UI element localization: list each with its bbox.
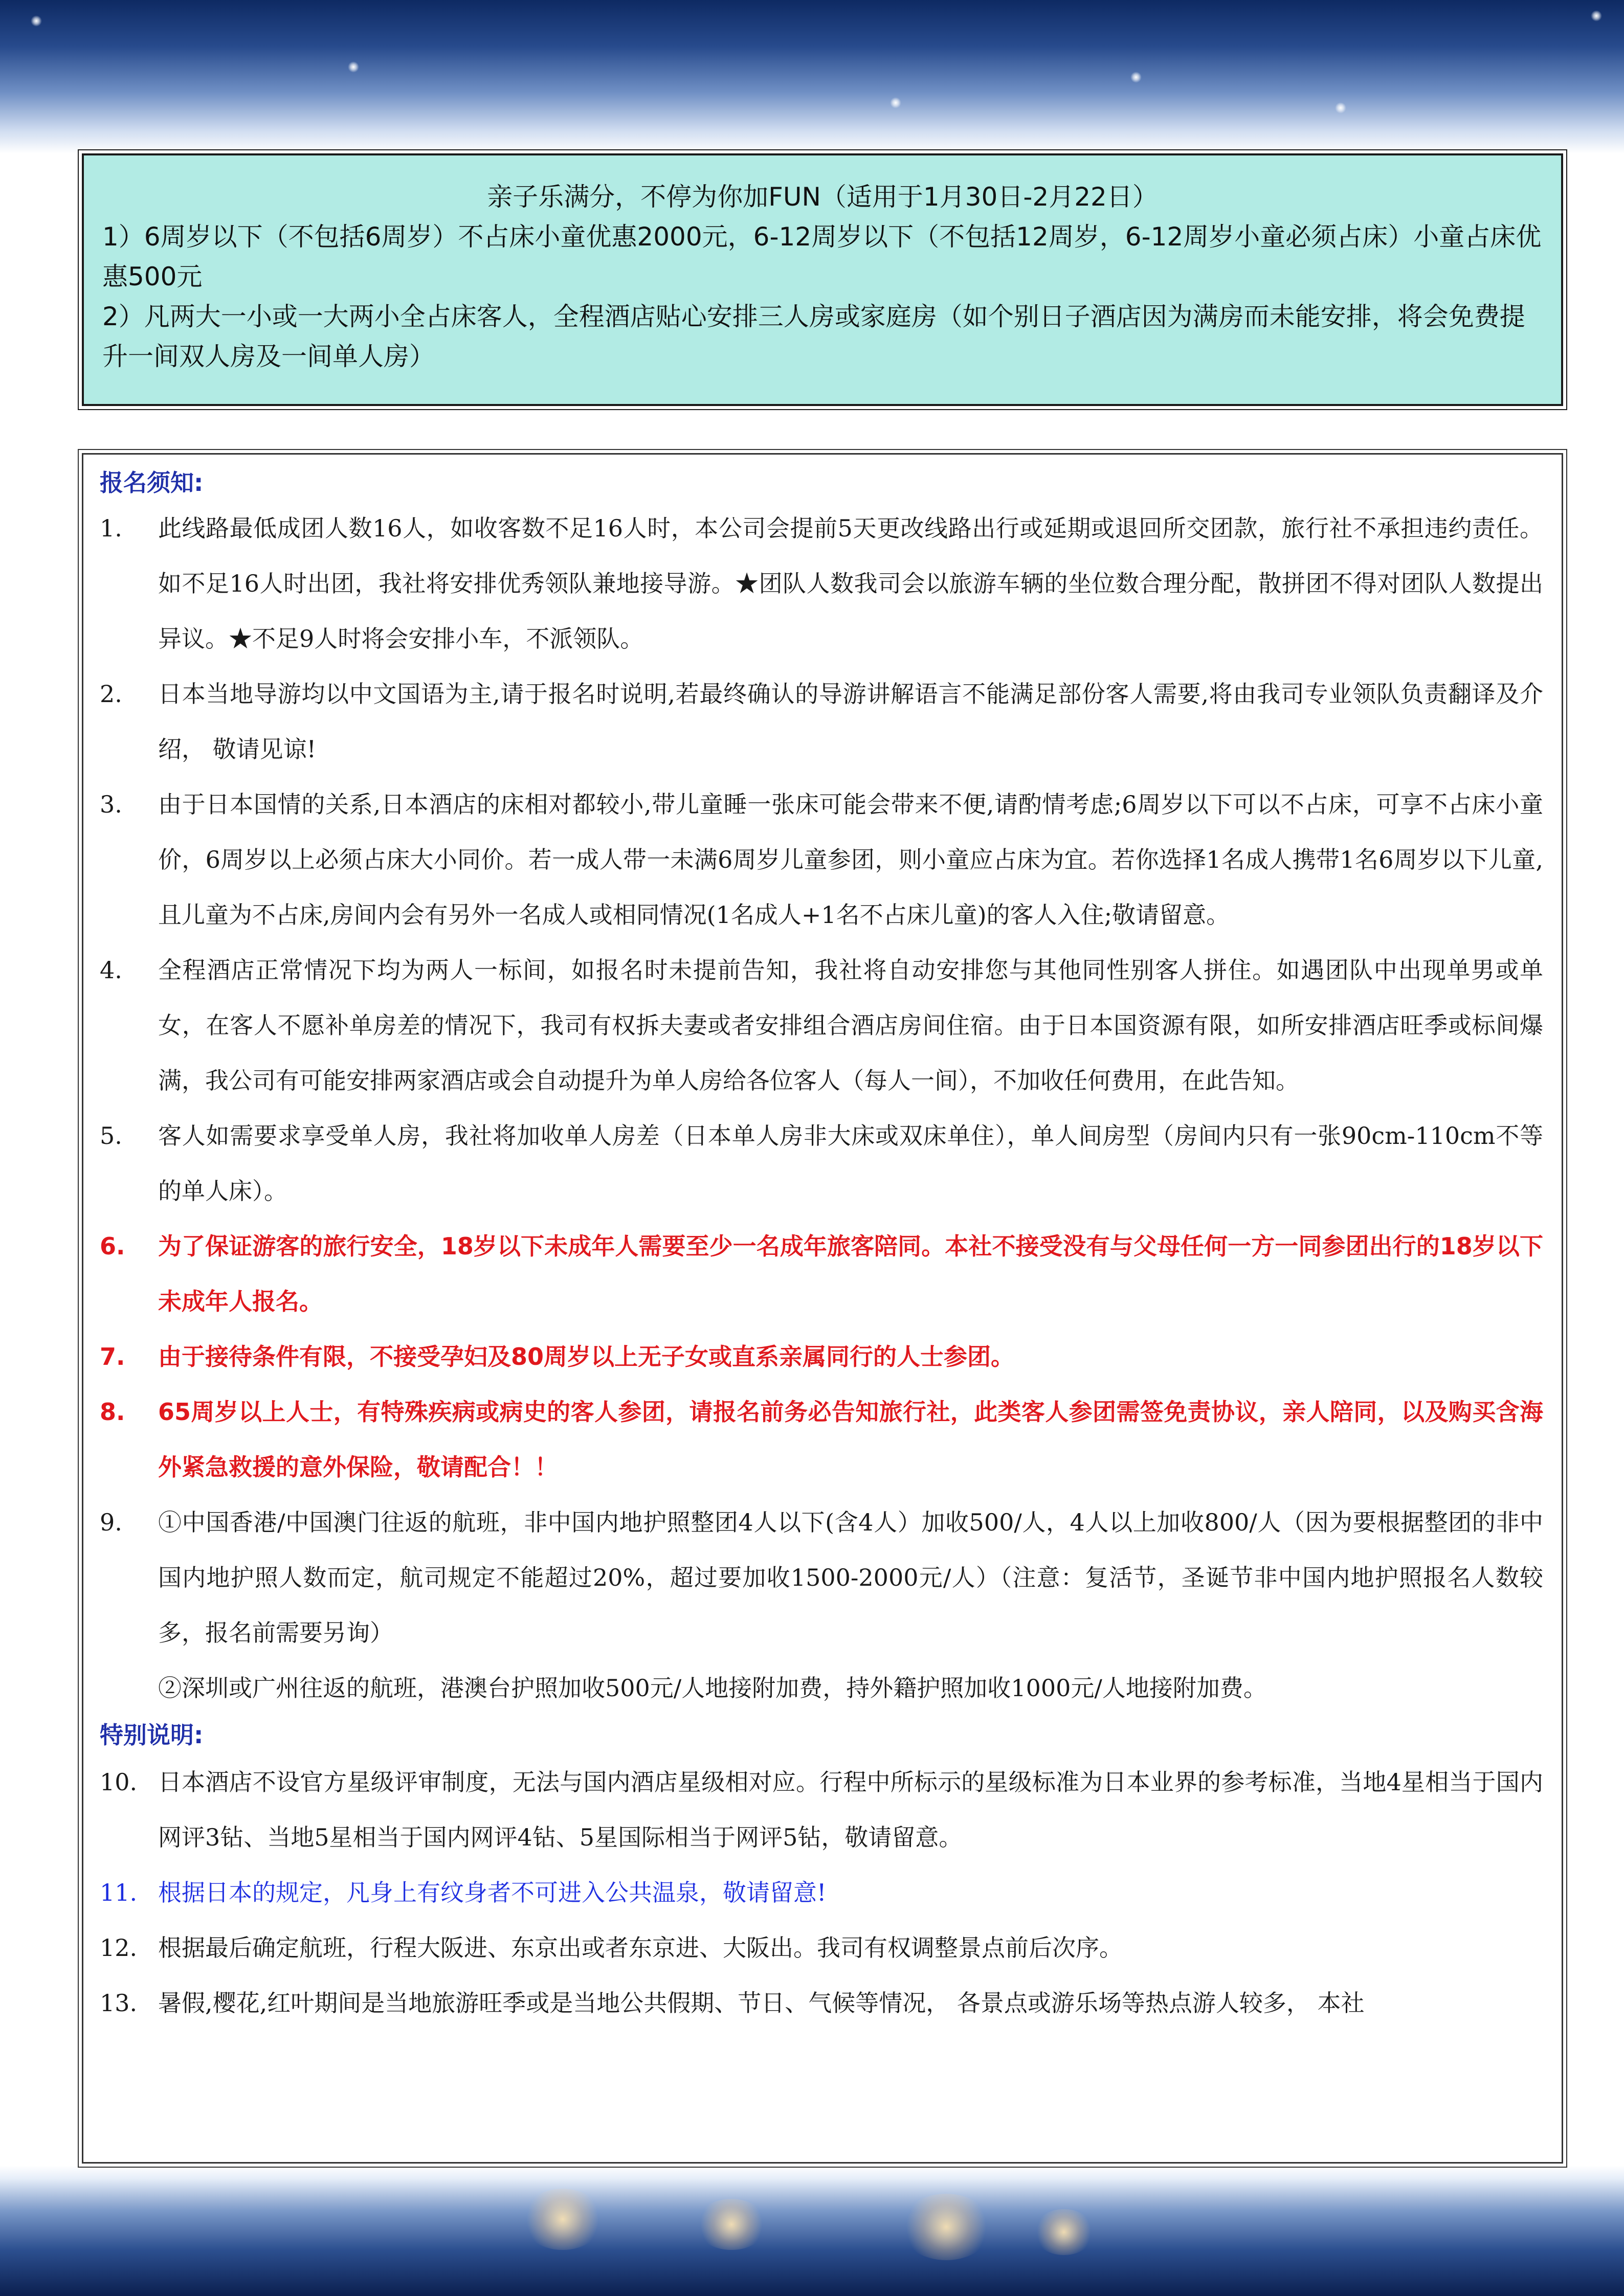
list-item xyxy=(100,1108,1543,1219)
item-number: 6. xyxy=(100,1232,125,1260)
item-text: 暑假,樱花,红叶期间是当地旅游旺季或是当地公共假期、节日、气候等情况， 各景点或游乐场等热点游人较多， 本社 xyxy=(158,1989,1365,2017)
registration-notice-heading: 报名须知: xyxy=(100,469,204,497)
light-decoration xyxy=(696,2199,767,2250)
list-item xyxy=(100,1920,1543,1975)
item-number: 7. xyxy=(100,1343,125,1370)
list-item xyxy=(100,1754,1543,1865)
list-item-warning xyxy=(100,1384,1543,1495)
notice-box xyxy=(82,453,1563,2164)
list-item-subpoint: ②深圳或广州往返的航班，港澳台护照加收500元/人地接附加费，持外籍护照加收1000元/人地接附加费。 xyxy=(158,1674,1267,1702)
light-decoration xyxy=(522,2189,604,2250)
item-number: 8. xyxy=(100,1398,125,1426)
item-number: 5. xyxy=(100,1122,122,1150)
item-number: 13. xyxy=(100,1989,138,2017)
sparkle-decoration xyxy=(1335,102,1346,114)
item-text: 根据最后确定航班，行程大阪进、东京出或者东京进、大阪出。我司有权调整景点前后次序。 xyxy=(158,1934,1123,1962)
item-number: 4. xyxy=(100,956,122,984)
item-text: 客人如需要求享受单人房，我社将加收单人房差（日本单人房非大床或双床单住），单人间房型（房间内只有一张90cm-110cm不等的单人床）。 xyxy=(158,1122,1543,1205)
footer-background xyxy=(0,2166,1624,2296)
promo-title: 亲子乐满分，不停为你加FUN（适用于1月30日-2月22日） xyxy=(487,182,1158,212)
item-text: 由于日本国情的关系,日本酒店的床相对都较小,带儿童睡一张床可能会带来不便,请酌情考虑;6周岁以下可以不占床，可享不占床小童价，6周岁以上必须占床大小同价。若一成人带一未满6周岁儿童参团，则小童应占床为宜。若你选择1名成人携带1名6周岁以下儿童,且儿童为不占床,房间内会有另外一名成人或相同情况(1名成人+1名不占床儿童)的客人入住;敬请留意。 xyxy=(158,791,1543,929)
list-item-warning xyxy=(100,1219,1543,1329)
header-background xyxy=(0,0,1624,153)
item-number: 11. xyxy=(100,1879,138,1906)
item-text: 全程酒店正常情况下均为两人一标间，如报名时未提前告知，我社将自动安排您与其他同性别客人拼住。如遇团队中出现单男或单女，在客人不愿补单房差的情况下，我司有权拆夫妻或者安排组合酒店房间住宿。由于日本国资源有限，如所安排酒店旺季或标间爆满，我公司有可能安排两家酒店或会自动提升为单人房给各位客人（每人一间），不加收任何费用，在此告知。 xyxy=(158,956,1543,1094)
item-number: 10. xyxy=(100,1768,138,1796)
item-text: 根据日本的规定，凡身上有纹身者不可进入公共温泉，敬请留意! xyxy=(158,1879,827,1906)
item-text: 此线路最低成团人数16人，如收客数不足16人时，本公司会提前5天更改线路出行或延期或退回所交团款，旅行社不承担违约责任。如不足16人时出团，我社将安排优秀领队兼地接导游。★团队人数我司会以旅游车辆的坐位数合理分配，散拼团不得对团队人数提出异议。★不足9人时将会安排小车，不派领队。 xyxy=(158,514,1543,652)
item-number: 1. xyxy=(100,514,122,542)
item-text: ①中国香港/中国澳门往返的航班，非中国内地护照整团4人以下(含4人）加收500/人，4人以上加收800/人（因为要根据整团的非中国内地护照人数而定，航司规定不能超过20%，超过要加收1500-2000元/人）（注意：复活节，圣诞节非中国内地护照报名人数较多，报名前需要另询） xyxy=(158,1509,1543,1647)
item-number: 12. xyxy=(100,1934,138,1962)
list-item xyxy=(100,1495,1543,1660)
list-item-highlight xyxy=(100,1865,1543,1920)
light-decoration xyxy=(1033,2209,1095,2255)
item-number: 3. xyxy=(100,791,122,818)
list-item xyxy=(100,942,1543,1108)
item-text: 为了保证游客的旅行安全，18岁以下未成年人需要至少一名成年旅客陪同。本社不接受没有与父母任何一方一同参团出行的18岁以下未成年人报名。 xyxy=(158,1232,1543,1315)
item-text: 日本酒店不设官方星级评审制度，无法与国内酒店星级相对应。行程中所标示的星级标准为日本业界的参考标准，当地4星相当于国内网评3钻、当地5星相当于国内网评4钻、5星国际相当于网评5钻，敬请留意。 xyxy=(158,1768,1543,1851)
list-item-warning xyxy=(100,1329,1543,1384)
list-item xyxy=(100,666,1543,777)
list-item xyxy=(100,1975,1543,2031)
sparkle-decoration xyxy=(348,61,359,73)
item-number: 2. xyxy=(100,680,122,708)
promo-box xyxy=(82,153,1563,406)
sparkle-decoration xyxy=(890,97,901,108)
item-number: 9. xyxy=(100,1509,122,1536)
light-decoration xyxy=(900,2194,992,2260)
item-text: 65周岁以上人士，有特殊疾病或病史的客人参团，请报名前务必告知旅行社，此类客人参团需签免责协议，亲人陪同，以及购买含海外紧急救援的意外保险，敬请配合！！ xyxy=(158,1398,1543,1481)
promo-line-1: 1）6周岁以下（不包括6周岁）不占床小童优惠2000元，6-12周岁以下（不包括12周岁，6-12周岁小童必须占床）小童占床优惠500元 xyxy=(102,222,1542,291)
promo-line-2: 2）凡两大一小或一大两小全占床客人，全程酒店贴心安排三人房或家庭房（如个别日子酒店因为满房而未能安排，将会免费提升一间双人房及一间单人房） xyxy=(102,302,1525,371)
list-item xyxy=(100,501,1543,666)
item-text: 由于接待条件有限，不接受孕妇及80周岁以上无子女或直系亲属同行的人士参团。 xyxy=(158,1343,1015,1370)
sparkle-decoration xyxy=(1591,10,1602,21)
sparkle-decoration xyxy=(31,15,42,27)
item-text: 日本当地导游均以中文国语为主,请于报名时说明,若最终确认的导游讲解语言不能满足部份客人需要,将由我司专业领队负责翻译及介绍， 敬请见谅! xyxy=(158,680,1543,763)
special-notes-heading: 特别说明: xyxy=(100,1721,204,1749)
list-item xyxy=(100,777,1543,942)
sparkle-decoration xyxy=(1130,72,1142,83)
